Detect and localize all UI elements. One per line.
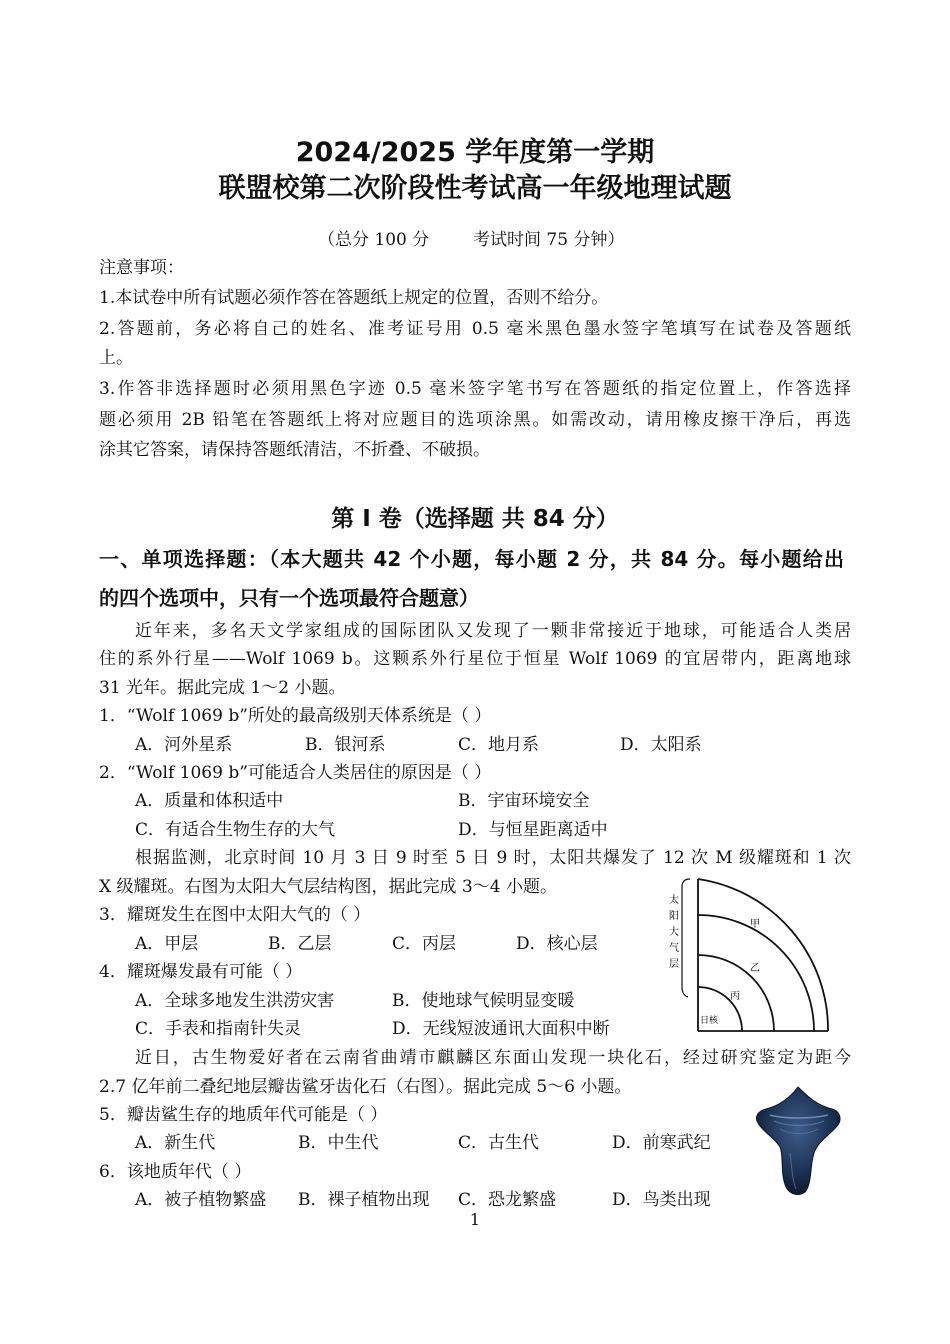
layer-jia-label: 甲	[750, 919, 760, 930]
question-3-option-d[interactable]: D．核心层	[516, 934, 598, 954]
side-label-char: 气	[669, 943, 679, 954]
question-2-option-b[interactable]: B．宇宙环境安全	[458, 791, 590, 811]
question-5-option-a[interactable]: A．新生代	[135, 1133, 216, 1153]
total-score: （总分 100 分	[318, 230, 430, 250]
title-line-1: 2024/2025 学年度第一学期	[295, 137, 655, 168]
question-2-option-a[interactable]: A．质量和体积适中	[135, 791, 284, 811]
exam-time: 考试时间 75 分钟）	[473, 230, 625, 250]
part1-instruction-line-2: 的四个选项中，只有一个选项最符合题意）	[99, 586, 479, 610]
question-2-option-d[interactable]: D．与恒星距离适中	[458, 820, 608, 840]
side-label-char: 阳	[669, 911, 679, 922]
section-title: 第 I 卷（选择题 共 84 分）	[331, 506, 619, 532]
question-1-option-a[interactable]: A．河外星系	[135, 735, 233, 755]
question-5-option-b[interactable]: B．中生代	[298, 1133, 379, 1153]
question-3-option-b[interactable]: B．乙层	[268, 934, 332, 954]
note-2-line-1: 2.答题前，务必将自己的姓名、准考证号用 0.5 毫米黑色墨水签字笔填写在试卷及答题纸	[99, 319, 851, 339]
passage-1-line-2: 住的系外行星——Wolf 1069 b。这颗系外行星位于恒星 Wolf 1069 的宜居带内，距离地球	[99, 649, 851, 669]
side-label-char: 太	[669, 895, 679, 906]
layer-yi-label: 乙	[750, 963, 760, 974]
passage-1-line-3: 31 光年。据此完成 1～2 小题。	[99, 678, 346, 698]
question-5-option-d[interactable]: D．前寒武纪	[612, 1133, 711, 1153]
passage-3-line-2: 2.7 亿年前二叠纪地层瓣齿鲨牙齿化石（右图）。据此完成 5～6 小题。	[99, 1077, 632, 1097]
question-1-option-b[interactable]: B．银河系	[305, 735, 386, 755]
question-1-option-c[interactable]: C．地月系	[458, 735, 540, 755]
note-3-line-3: 涂其它答案，请保持答题纸清洁，不折叠、不破损。	[99, 440, 490, 460]
question-4-option-a[interactable]: A．全球多地发生洪涝灾害	[135, 991, 335, 1011]
outer-boundary	[698, 879, 828, 1031]
passage-3-line-1: 近日，古生物爱好者在云南省曲靖市麒麟区东面山发现一块化石，经过研究鉴定为距今	[135, 1048, 851, 1068]
question-4-option-b[interactable]: B．使地球气候明显变暖	[392, 991, 575, 1011]
page-number: 1	[469, 1210, 481, 1229]
fossil-body	[756, 1087, 840, 1194]
solar-atmosphere-diagram	[660, 875, 840, 1035]
question-6-stem: 6．该地质年代（ ）	[99, 1162, 252, 1182]
question-6-option-b[interactable]: B．裸子植物出现	[298, 1190, 430, 1210]
question-3-stem: 3．耀斑发生在图中太阳大气的（ ）	[99, 905, 371, 925]
passage-2-line-2: X 级耀斑。右图为太阳大气层结构图，据此完成 3～4 小题。	[99, 877, 557, 897]
note-2-line-2: 上。	[99, 348, 133, 368]
notes-heading: 注意事项：	[99, 258, 184, 278]
note-3-line-1: 3.作答非选择题时必须用黑色字迹 0.5 毫米签字笔书写在答题纸的指定位置上，作答选择	[99, 379, 851, 399]
question-3-option-c[interactable]: C．丙层	[392, 934, 457, 954]
layer-bracket	[682, 879, 690, 997]
title-line-2: 联盟校第二次阶段性考试高一年级地理试题	[218, 173, 732, 204]
question-6-option-a[interactable]: A．被子植物繁盛	[135, 1190, 267, 1210]
side-label-char: 层	[669, 959, 679, 970]
question-6-option-c[interactable]: C．恐龙繁盛	[458, 1190, 557, 1210]
question-4-option-c[interactable]: C．手表和指南针失灵	[135, 1019, 302, 1039]
question-2-stem: 2．“Wolf 1069 b”可能适合人类居住的原因是（ ）	[99, 763, 492, 783]
note-1: 1.本试卷中所有试题必须作答在答题纸上规定的位置，否则不给分。	[99, 288, 609, 308]
question-4-stem: 4．耀斑爆发最有可能（ ）	[99, 962, 303, 982]
passage-1-line-1: 近年来，多名天文学家组成的国际团队又发现了一颗非常接近于地球，可能适合人类居	[135, 621, 851, 641]
question-3-option-a[interactable]: A．甲层	[135, 934, 199, 954]
question-6-option-d[interactable]: D．鸟类出现	[612, 1190, 711, 1210]
question-2-option-c[interactable]: C．有适合生物生存的大气	[135, 820, 336, 840]
shark-tooth-fossil-image	[752, 1083, 844, 1199]
question-4-option-d[interactable]: D．无线短波通讯大面积中断	[392, 1019, 610, 1039]
passage-2-line-1: 根据监测，北京时间 10 月 3 日 9 时至 5 日 9 时，太阳共爆发了 12 次 M 级耀斑和 1 次	[135, 848, 851, 868]
core-label: 日核	[700, 1016, 719, 1026]
question-5-option-c[interactable]: C．古生代	[458, 1133, 540, 1153]
question-5-stem: 5．瓣齿鲨生存的地质年代可能是（ ）	[99, 1105, 388, 1125]
part1-instruction-line-1: 一、单项选择题：（本大题共 42 个小题，每小题 2 分，共 84 分。每小题给出	[99, 547, 844, 571]
question-1-stem: 1．“Wolf 1069 b”所处的最高级别天体系统是（ ）	[99, 706, 492, 726]
question-1-option-d[interactable]: D．太阳系	[620, 735, 702, 755]
layer-bing-label: 丙	[730, 991, 740, 1002]
side-label-char: 大	[669, 927, 679, 938]
note-3-line-2: 题必须用 2B 铅笔在答题纸上将对应题目的选项涂黑。如需改动，请用橡皮擦干净后，再选	[99, 410, 851, 430]
